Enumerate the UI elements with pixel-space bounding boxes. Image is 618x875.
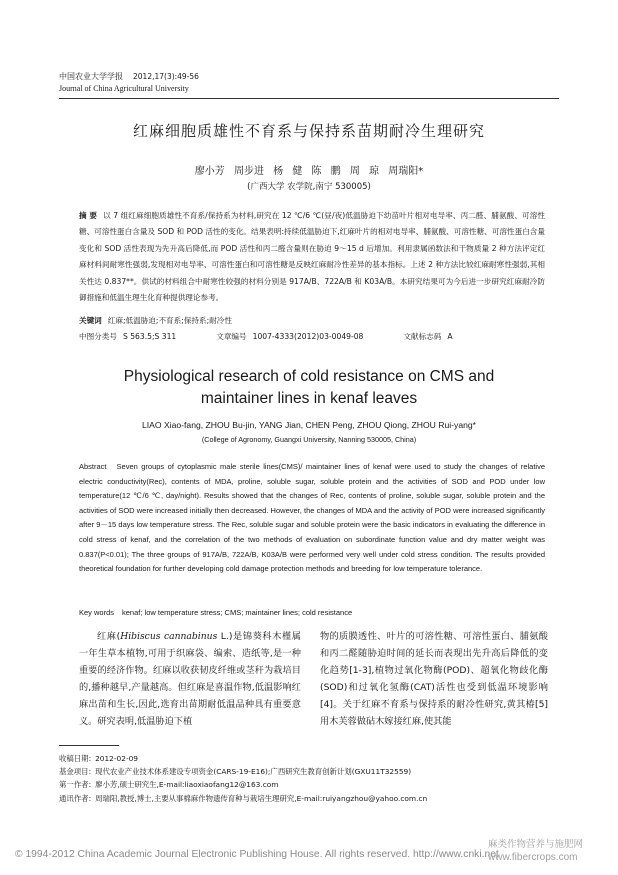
footnote-corresponding [59, 792, 549, 805]
article-no-value: 1007-4333(2012)03-0049-08 [252, 332, 364, 341]
watermark-text: 麻类作物营养与施肥网 [488, 839, 584, 850]
received-date: 2012-02-09 [95, 754, 139, 763]
corresponding-text: 周瑞阳,教授,博士,主要从事棉麻作物遗传育种与栽培生理研究,E-mail:ruiyangzhou@yahoo.com.cn [95, 793, 428, 803]
journal-header [59, 71, 199, 82]
keywords-cn-label: 关键词 [79, 316, 102, 325]
paper-title-en-line2: maintainer lines in kenaf leaves [200, 390, 418, 407]
keywords-en-label: Key words [79, 608, 115, 617]
footnotes [59, 752, 549, 805]
paper-title-cn: 红麻细胞质雄性不育系与保持系苗期耐冷生理研究 [132, 122, 485, 140]
keywords-en-text: kenaf; low temperature stress; CMS; maintainer lines; cold resistance [122, 608, 353, 617]
corresponding-label: 通讯作者: [59, 793, 92, 803]
first-author-text: 廖小芳,硕士研究生,E-mail:liaoxiaofang12@163.com [95, 780, 279, 790]
journal-volume: 2012,17(3):49-56 [133, 72, 199, 81]
authors-cn: 廖小芳 周步进 杨 健 陈 鹏 周 琼 周瑞阳* [194, 166, 424, 177]
clc-value: S 563.5;S 311 [122, 332, 177, 341]
affiliation-cn: (广西大学 农学院,南宁 530005) [247, 182, 371, 192]
site-watermark [488, 838, 613, 870]
received-label: 收稿日期: [59, 754, 92, 763]
abstract-cn-text: 以 7 组红麻细胞质雄性不育系/保持系为材料,研究在 12 ℃/6 ℃(昼/夜)低温胁迫下幼苗叶片相对电导率、丙二醛、脯氨酸、可溶性糖、可溶性蛋白含量及 SOD 和 POD 活性的变化。结果表明:持续低温胁迫下,红麻叶片的相对电导率、脯氨酸、可溶性糖、可溶性蛋白含量变化和 SOD 活性表现为先升高后降低,而 POD 活性和丙二醛含量则在胁迫 9～15 d 后增加。利用隶属函数法和干物质量 2 种方法评定红麻材料间耐寒性强弱,发现相对电导率、可溶性蛋白和可溶性糖是反映红麻耐冷性差异的基本指标。上述 2 种方法比较红麻耐寒性强弱,其相关性达 0.837**。供试的材料组合中耐寒性较强的材料分别是 917A/B、722A/B 和 K03A/B。本研究结果可为今后进一步研究红麻耐冷防御措施和低温生理生化育种提供理论参考。 [79, 211, 545, 303]
first-author-label: 第一作者: [59, 780, 92, 790]
article-no-label: 文章编号 [216, 332, 247, 341]
footnote-fund [59, 765, 549, 778]
doc-code-value: A [447, 332, 453, 341]
keywords-cn-text: 红麻;低温胁迫;不育系;保持系;耐冷性 [107, 316, 232, 325]
fund-text: 现代农业产业技术体系建设专项资金(CARS-19-E16);广西研究生教育创新计划(GXU11T32559) [95, 767, 412, 777]
authors-en: LIAO Xiao-fang, ZHOU Bu-jin, YANG Jian, CHEN Peng, ZHOU Qiong, ZHOU Rui-yang* [142, 420, 476, 430]
species-name: Hibiscus cannabinus [120, 631, 218, 642]
abstract-en-text: Seven groups of cytoplasmic male sterile lines(CMS)/ maintainer lines of kenaf were used to study the changes of relative electric conductivity(Rec), contents of MDA, proline, soluble sugar, soluble protein and the activities of SOD and POD under low temperature(12 ℃/6 ℃, day/night). Results showed that the changes of Rec, contents of proline, soluble sugar, soluble protein and the activities of SOD were increased initially then decreased. However, the changes of MDA and the activity of POD were increased significantly after 9－15 days low temperature stress. The Rec, soluble sugar and soluble protein were the basic indicators in evaluating the difference in cold stress of kenaf, and the correlation of the two methods of evaluation on subordinate function value and dry matter weight was 0.837(P<0.01); The three groups of 917A/B, 722A/B, K03A/B were performed very well under cold stress condition. The results provided theoretical foundation for further developing cold damage protection methods and breeding for low temperature tolerance. [79, 462, 545, 574]
doc-code-label: 文献标志码 [403, 332, 442, 341]
clc-label: 中图分类号 [79, 332, 117, 341]
body-left-post: L.)是锦葵科木槿属一年生草本植物,可用于织麻袋、编索、造纸等,是一种重要的经济作物。红麻以收获韧皮纤维或茎秆为栽培目的,播种越早,产量越高。但红麻是喜温作物,低温影响红麻出苗和生长,因此,选育出苗期耐低温品种具有重要意义。研究表明,低温胁迫下植 [79, 631, 301, 727]
footnote-first-author [59, 778, 549, 791]
fund-label: 基金项目: [59, 767, 92, 777]
classification-line [79, 331, 545, 342]
keywords-en [79, 608, 545, 617]
body-column-left [79, 628, 301, 730]
watermark-url: www.fibercrops.com [488, 852, 578, 863]
keywords-cn [79, 315, 545, 326]
paper-title-en-line1: Physiological research of cold resistance on CMS and [123, 368, 495, 385]
footnote-rule [59, 745, 119, 746]
affiliation-en: (College of Agronomy, Guangxi University, Nanning 530005, China) [201, 435, 417, 444]
journal-name-en: Journal of China Agricultural University [59, 84, 189, 93]
paper-title-en [0, 366, 618, 410]
footnote-received [59, 752, 549, 765]
abstract-en [79, 460, 545, 577]
body-column-right: 物的质膜透性、叶片的可溶性糖、可溶性蛋白、脯氨酸和丙二醛随胁迫时间的延长而表现出先升高后降低的变化趋势[1-3],植物过氧化物酶(POD)、超氧化物歧化酶(SOD)和过氧化氢酶(CAT)活性也受到低温环境影响[4]。关于红麻不育系与保持系的耐冷性研究,黄其椿[5]用木芙蓉做砧木嫁接红麻,使其能 [320, 631, 548, 727]
body-left-pre: 红麻( [97, 631, 121, 642]
abstract-cn-label: 摘 要 [79, 211, 98, 220]
header-rule [59, 98, 559, 99]
journal-name-cn: 中国农业大学学报 [59, 72, 123, 81]
abstract-en-label: Abstract [79, 462, 107, 471]
abstract-cn [79, 208, 545, 306]
copyright-line: © 1994-2012 China Academic Journal Electronic Publishing House. All rights reserved. http://www.cnki.net [15, 849, 499, 860]
